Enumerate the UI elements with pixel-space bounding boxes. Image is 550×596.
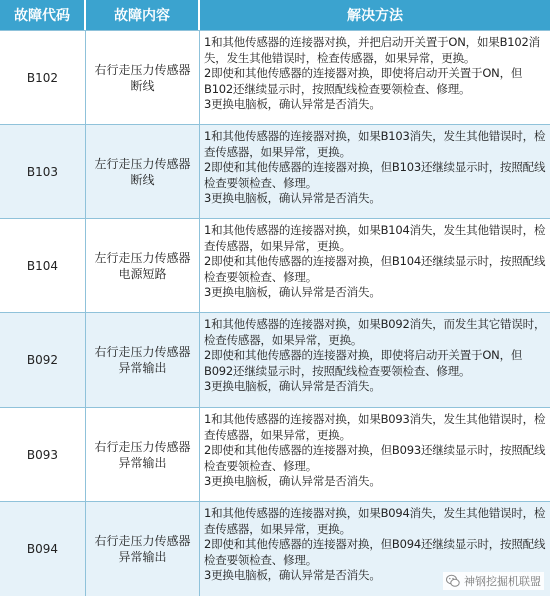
- solution-step: 3更换电脑板，确认异常是否消失。: [204, 285, 381, 299]
- header-solution: 解决方法: [347, 8, 403, 24]
- solution-step: 1和其他传感器的连接器对换，如果B103消失，发生其他错误时，检查传感器，如果异常，更换。: [204, 129, 546, 159]
- solution-step: 1和其他传感器的连接器对换，如果B093消失，发生其他错误时，检查传感器，如果异常，更换。: [204, 412, 546, 442]
- fault-code: B102: [0, 31, 86, 124]
- solution-step: 2即使和其他传感器的连接器对换，即使将启动开关置于ON，但B102还继续显示时，按照配线检查要领检查、修理。: [204, 66, 523, 96]
- solution-step: 3更换电脑板，确认异常是否消失。: [204, 474, 381, 488]
- table-row: [0, 312, 550, 407]
- solution: [200, 408, 550, 501]
- header-fault-content: 故障内容: [86, 0, 200, 30]
- fault-content: 右行走压力传感器异常输出: [86, 313, 200, 407]
- solution-step: 3更换电脑板，确认异常是否消失。: [204, 97, 381, 111]
- fault-content: 右行走压力传感器异常输出: [86, 502, 200, 596]
- wechat-bubble-icon: [446, 574, 460, 588]
- table-row: [0, 124, 550, 218]
- fault-code: B103: [0, 125, 86, 218]
- solution: [200, 313, 550, 407]
- solution-step: 2即使和其他传感器的连接器对换，但B093还继续显示时，按照配线检查要领检查、修理。: [204, 443, 546, 473]
- solution: [200, 125, 550, 218]
- fault-code: B092: [0, 313, 86, 407]
- solution-step: 3更换电脑板，确认异常是否消失。: [204, 568, 381, 582]
- solution-step: 2即使和其他传感器的连接器对换，但B103还继续显示时，按照配线检查要领检查、修理。: [204, 160, 546, 190]
- fault-content: 左行走压力传感器电源短路: [86, 219, 200, 312]
- solution: [200, 31, 550, 124]
- table-row: [0, 30, 550, 124]
- fault-content: 右行走压力传感器断线: [86, 31, 200, 124]
- solution-step: 1和其他传感器的连接器对换，如果B092消失，而发生其它错误时，检查传感器，如果异常，更换。: [204, 317, 546, 347]
- header-fault-code: 故障代码: [0, 0, 86, 30]
- fault-code: B104: [0, 219, 86, 312]
- table-header: [0, 0, 550, 30]
- solution-step: 2即使和其他传感器的连接器对换，但B094还继续显示时，按照配线检查要领检查、修理。: [204, 537, 546, 567]
- solution: [200, 219, 550, 312]
- fault-code: B094: [0, 502, 86, 596]
- table-row: [0, 218, 550, 312]
- solution-step: 2即使和其他传感器的连接器对换，但B104还继续显示时，按照配线检查要领检查、修理。: [204, 254, 546, 284]
- solution-step: 1和其他传感器的连接器对换，如果B104消失，发生其他错误时，检查传感器，如果异常，更换。: [204, 223, 546, 253]
- solution-step: 1和其他传感器的连接器对换，并把启动开关置于ON，如果B102消失，发生其他错误时，检查传感器，如果异常，更换。: [204, 35, 540, 65]
- fault-code: B093: [0, 408, 86, 501]
- solution-step: 3更换电脑板，确认异常是否消失。: [204, 191, 381, 205]
- table-row: [0, 407, 550, 501]
- solution-step: 2即使和其他传感器的连接器对换，即使将启动开关置于ON，但B092还继续显示时，按照配线检查要领检查、修理。: [204, 348, 523, 378]
- solution-step: 1和其他传感器的连接器对换，如果B094消失，发生其他错误时，检查传感器，如果异常，更换。: [204, 506, 546, 536]
- watermark-text: 神钢挖掘机联盟: [464, 575, 541, 588]
- fault-content: 左行走压力传感器断线: [86, 125, 200, 218]
- fault-content: 右行走压力传感器异常输出: [86, 408, 200, 501]
- watermark: [443, 572, 544, 590]
- solution-step: 3更换电脑板，确认异常是否消失。: [204, 379, 381, 393]
